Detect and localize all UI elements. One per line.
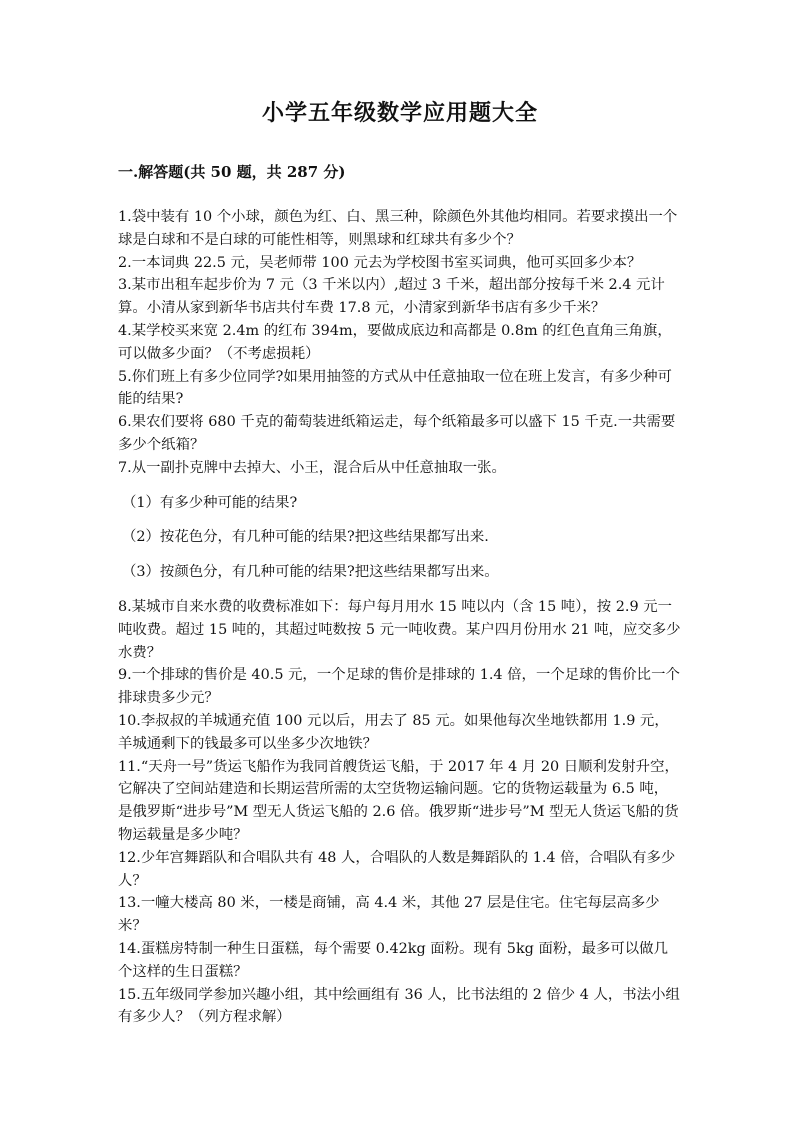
question-12: 12.少年宫舞蹈队和合唱队共有 48 人，合唱队的人数是舞蹈队的 1.4 倍，合唱队有多少人？ (118, 849, 676, 889)
question-list (118, 206, 682, 1029)
question-15: 15.五年级同学参加兴趣小组，其中绘画组有 36 人，比书法组的 2 倍少 4 人，书法小组有多少人？（列方程求解） (118, 986, 680, 1026)
question-13: 13.一幢大楼高 80 米，一楼是商铺，高 4.4 米，其他 27 层是住宅。住宅每层高多少米？ (118, 895, 660, 935)
question-11: 11.“天舟一号”货运飞船作为我同首艘货运飞船，于 2017 年 4 月 20 日顺利发射升空，它解决了空间站建造和长期运营所需的太空货物运输问题。它的货物运载量为 6.5 吨，是俄罗斯“进步号”M 型无人货运飞船的 2.6 倍。俄罗斯“进步号”M 型无人货运飞船的货物运载量是多少吨？ (118, 758, 679, 843)
question-8: 8.某城市自来水费的收费标准如下：每户每月用水 15 吨以内（含 15 吨），按 2.9 元一吨收费。超过 15 吨的，其超过吨数按 5 元一吨收费。某户四月份用水 21 吨，应交多少水费？ (118, 598, 681, 661)
question-7-sub-1: （1）有多少种可能的结果? (122, 494, 298, 511)
question-7-sub-2: （2）按花色分，有几种可能的结果?把这些结果都写出来. (122, 529, 489, 546)
question-3: 3.某市出租车起步价为 7 元（3 千米以内）,超过 3 千米，超出部分按每千米 2.4 元计算。小清从家到新华书店共付车费 17.8 元，小清家到新华书店有多少千米？ (118, 277, 665, 317)
question-7: 7.从一副扑克牌中去掉大、小王，混合后从中任意抽取一张。 (118, 459, 506, 476)
question-2: 2.一本词典 22.5 元，吴老师带 100 元去为学校图书室买词典，他可买回多少本？ (118, 254, 642, 271)
question-7-sub-3: （3）按颜色分，有几种可能的结果?把这些结果都写出来。 (122, 564, 499, 581)
question-6: 6.果农们要将 680 千克的葡萄装进纸箱运走，每个纸箱最多可以盛下 15 千克.一共需要多少个纸箱？ (118, 414, 676, 453)
question-5: 5.你们班上有多少位同学?如果用抽签的方式从中任意抽取一位在班上发言，有多少种可能的结果? (118, 368, 672, 408)
question-14: 14.蛋糕房特制一种生日蛋糕，每个需要 0.42kg 面粉。现有 5kg 面粉，最多可以做几个这样的生日蛋糕？ (118, 940, 668, 980)
section-heading: 一.解答题(共 50 题，共 287 分) (118, 163, 346, 181)
question-4: 4.某学校买来宽 2.4m 的红布 394m，要做成底边和高都是 0.8m 的红色直角三角旗，可以做多少面？（不考虑损耗） (118, 322, 672, 362)
question-1: 1.袋中装有 10 个小球，颜色为红、白、黑三种，除颜色外其他均相同。若要求摸出一个球是白球和不是白球的可能性相等，则黑球和红球共有多少个？ (118, 209, 678, 248)
question-10: 10.李叔叔的羊城通充值 100 元以后，用去了 85 元。如果他每次坐地铁都用 1.9 元，羊城通剩下的钱最多可以坐多少次地铁？ (118, 712, 669, 752)
question-9: 9.一个排球的售价是 40.5 元，一个足球的售价是排球的 1.4 倍，一个足球的售价比一个排球贵多少元？ (118, 667, 680, 707)
document-title: 小学五年级数学应用题大全 (261, 100, 538, 126)
